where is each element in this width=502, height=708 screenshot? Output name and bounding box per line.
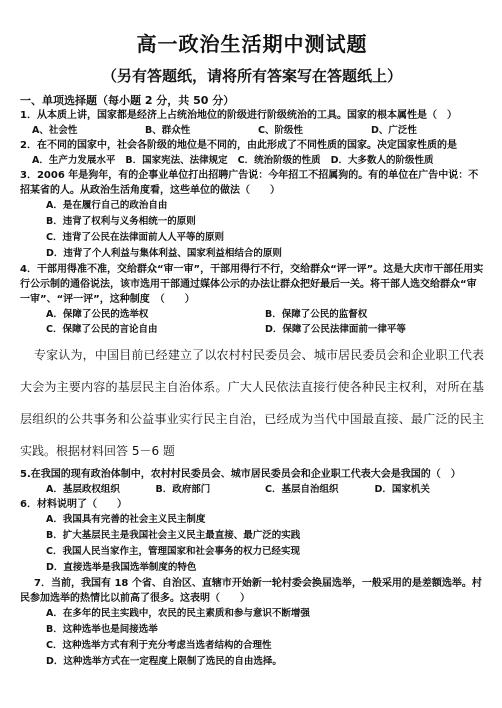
question-7-stem: 7．当前，我国有 18 个省、自治区、直辖市开始新一轮村委会换届选举，一般采用的是差额选举。村民参加选举的热情比以前高了很多。这表明（ ）	[20, 578, 482, 604]
option: C．统治阶级的性质	[237, 155, 321, 166]
option: D．国家机关	[374, 484, 430, 495]
question-4-stem: 4．干部用得准不准，交给群众“审一审”，干部用得行不行，交给群众“评一评”。这是大庆市干部任用实行公示制的通俗说法，该市选用干部通过媒体公示的办法让群众把好最后一关。将干部人选交给群众“审一审”、“评一评”，这种制度 （ ）	[20, 264, 484, 305]
question-2-options	[20, 153, 484, 168]
reading-passage: 专家认为，中国目前已经建立了以农村村民委员会、城市居民委员会和企业职工代表大会为主要内容的基层民主自治体系。广大人民依法直接行使各种民主权利，对所在基层组织的公共事务和公益事业实行民主自治，已经成为当代中国最直接、最广泛的民主实践。根据材料回答 5－6 题	[20, 348, 484, 458]
option: D．保障了公民法律面前一律平等	[265, 324, 406, 335]
option: A．保障了公民的选举权	[46, 309, 149, 320]
question-6-stem: 6．材料说明了（ ）	[20, 499, 127, 510]
option: B．这种选举也是间接选举	[46, 624, 158, 635]
option: C、阶级性	[258, 125, 303, 136]
option: D、广泛性	[371, 125, 417, 136]
option: B．国家宪法、法律规定	[125, 155, 228, 166]
option: B、群众性	[145, 125, 191, 136]
option: A．我国具有完善的社会主义民主制度	[46, 514, 206, 525]
option: D．违背了个人利益与集体利益、国家利益相结合的原则	[46, 248, 282, 259]
option: A．生产力发展水平	[32, 155, 116, 166]
page-subtitle: （另有答题纸，请将所有答案写在答题纸上）	[101, 67, 402, 85]
question-5-options	[20, 482, 484, 497]
option: C．这种选举方式有利于充分考虑当选者结构的合理性	[46, 640, 272, 651]
option: D．直接选举是我国选举制度的特色	[46, 562, 197, 573]
question-4-options	[20, 307, 484, 337]
option: B．扩大基层民主是我国社会主义民主最直接、最广泛的实践	[46, 530, 301, 541]
option: D．这种选举方式在一定程度上限制了选民的自由选择。	[46, 656, 282, 667]
question-1-stem: 1．从本质上讲，国家都是经济上占统治地位的阶级进行阶级统治的工具。国家的根本属性是（ ）	[20, 110, 457, 121]
option: C．基层自治组织	[265, 484, 339, 495]
option: C．我国人民当家作主，管理国家和社会事务的权力已经实现	[46, 546, 300, 557]
option: D．大多数人的阶级性质	[330, 155, 434, 166]
question-2-stem: 2．在不同的国家中，社会各阶级的地位是不同的，由此形成了不同性质的国家。决定国家性质的是	[20, 140, 457, 151]
option: A、社会性	[32, 125, 78, 136]
option: B．违背了权利与义务相统一的原则	[46, 216, 196, 227]
option: A．在多年的民主实践中，农民的民主素质和参与意识不断增强	[46, 608, 310, 619]
question-5-stem: 5.在我国的现有政治体制中，农村村民委员会、城市居民委员会和企业职工代表大会是我国的（ ）	[20, 469, 461, 480]
option: A．基层政权组织	[46, 484, 120, 495]
question-1-options	[20, 123, 484, 138]
option: B．保障了公民的监督权	[265, 309, 368, 320]
section-heading: 一、单项选择题（每小题 2 分，共 50 分）	[20, 94, 235, 107]
option: C．保障了公民的言论自由	[46, 324, 158, 335]
option: A．是在履行自己的政治自由	[46, 200, 168, 211]
option: C．违背了公民在法律面前人人平等的原则	[46, 232, 224, 243]
page-title: 高一政治生活期中测试题	[136, 32, 368, 56]
question-3-stem: 3．2006 年是狗年，有的企事业单位打出招聘广告说：今年招工不招属狗的。有的单位在广告中说：不招某省的人。从政治生活角度看，这些单位的做法（ ）	[20, 170, 479, 196]
option: B．政府部门	[155, 484, 211, 495]
